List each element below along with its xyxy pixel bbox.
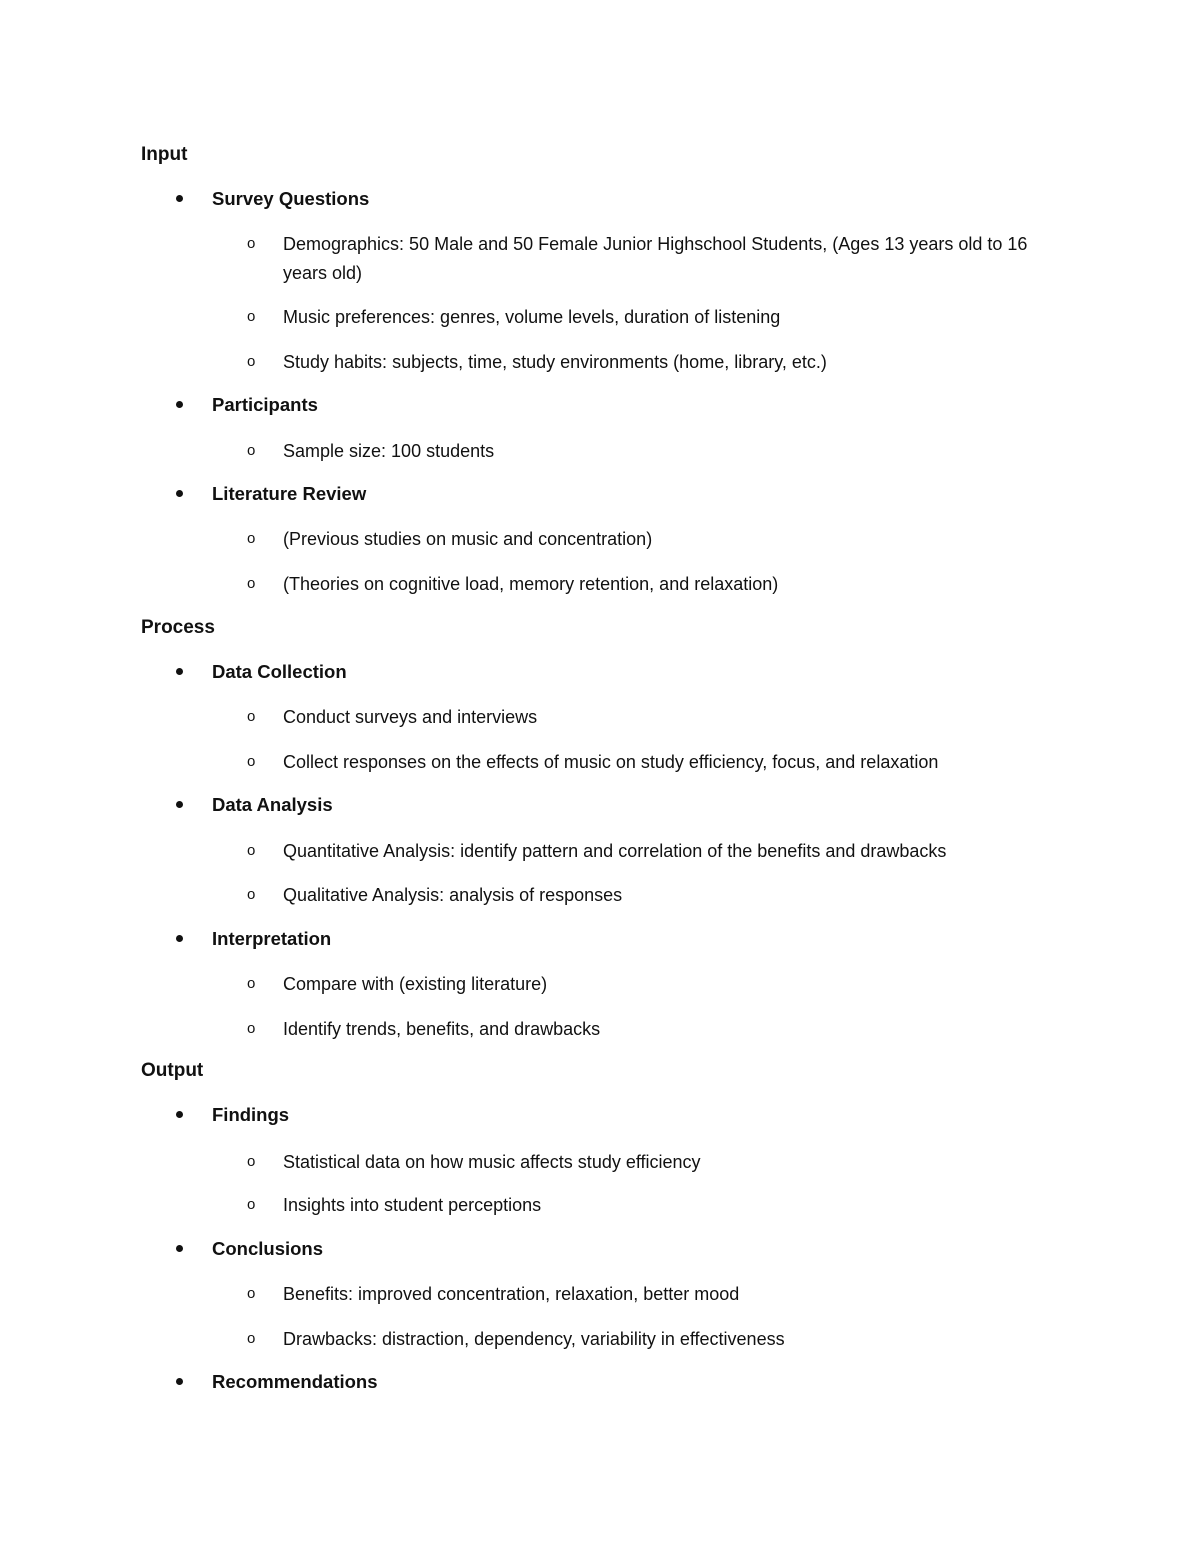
sub-item-text: Compare with (existing literature) (283, 974, 548, 994)
bullet-label: Recommendations (212, 1371, 378, 1392)
sub-bullet-icon: o (247, 442, 256, 459)
bullet-label: Participants (212, 394, 318, 415)
sub-item-text: Qualitative Analysis: analysis of responses (283, 885, 623, 905)
sub-bullet-icon: o (247, 308, 256, 325)
bullet-item (0, 483, 1200, 505)
sub-item-text: Collect responses on the effects of music on study efficiency, focus, and relaxation (283, 752, 939, 772)
bullet-icon (176, 1378, 183, 1385)
bullet-icon (176, 195, 183, 202)
sub-item-text: Sample size: 100 students (283, 441, 495, 461)
sub-bullet-icon: o (247, 575, 256, 592)
bullet-item (0, 1371, 1200, 1393)
section-heading-output: Output (141, 1060, 204, 1081)
sub-bullet-icon: o (247, 975, 256, 992)
sub-bullet-icon: o (247, 1020, 256, 1037)
sub-item-text: Drawbacks: distraction, dependency, variability in effectiveness (283, 1329, 785, 1349)
bullet-icon (176, 801, 183, 808)
sub-bullet-icon: o (247, 1153, 256, 1170)
sub-item-text: (Previous studies on music and concentration) (283, 529, 653, 549)
bullet-icon (176, 935, 183, 942)
sub-bullet-icon: o (247, 753, 256, 770)
sub-item-text: Music preferences: genres, volume levels, duration of listening (283, 307, 781, 327)
sub-bullet-icon: o (247, 530, 256, 547)
bullet-icon (176, 1245, 183, 1252)
sub-item-text: Identify trends, benefits, and drawbacks (283, 1019, 601, 1039)
bullet-item (0, 1104, 1200, 1126)
section-heading-process: Process (141, 617, 215, 638)
bullet-item (0, 188, 1200, 210)
sub-item-text: Conduct surveys and interviews (283, 707, 538, 727)
bullet-icon (176, 401, 183, 408)
bullet-label: Data Collection (212, 661, 347, 682)
sub-bullet-icon: o (247, 842, 256, 859)
bullet-label: Interpretation (212, 928, 332, 949)
section-heading-input: Input (141, 144, 188, 165)
bullet-icon (176, 1111, 183, 1118)
sub-item-text: Statistical data on how music affects study efficiency (283, 1152, 701, 1172)
bullet-label: Conclusions (212, 1238, 324, 1259)
sub-bullet-icon: o (247, 1196, 256, 1213)
bullet-label: Survey Questions (212, 188, 370, 209)
sub-item-text: Study habits: subjects, time, study environments (home, library, etc.) (283, 352, 827, 372)
sub-bullet-icon: o (247, 1285, 256, 1302)
sub-bullet-icon: o (247, 708, 256, 725)
sub-item-text: Insights into student perceptions (283, 1195, 542, 1215)
bullet-icon (176, 668, 183, 675)
bullet-item (0, 794, 1200, 816)
bullet-item (0, 394, 1200, 416)
sub-bullet-icon: o (247, 1330, 256, 1347)
bullet-label: Data Analysis (212, 794, 333, 815)
sub-item-text: Quantitative Analysis: identify pattern and correlation of the benefits and drawbacks (283, 841, 947, 861)
bullet-icon (176, 490, 183, 497)
bullet-label: Findings (212, 1104, 290, 1125)
sub-item-text: Benefits: improved concentration, relaxation, better mood (283, 1284, 740, 1304)
sub-item-text: (Theories on cognitive load, memory retention, and relaxation) (283, 574, 779, 594)
bullet-label: Literature Review (212, 483, 367, 504)
bullet-item (0, 661, 1200, 683)
sub-item-text: Demographics: 50 Male and 50 Female Junior Highschool Students, (Ages 13 years old to 16 years old) (283, 234, 1028, 283)
bullet-item (0, 928, 1200, 950)
bullet-item (0, 1238, 1200, 1260)
sub-bullet-icon: o (247, 353, 256, 370)
sub-bullet-icon: o (247, 235, 256, 252)
sub-bullet-icon: o (247, 886, 256, 903)
